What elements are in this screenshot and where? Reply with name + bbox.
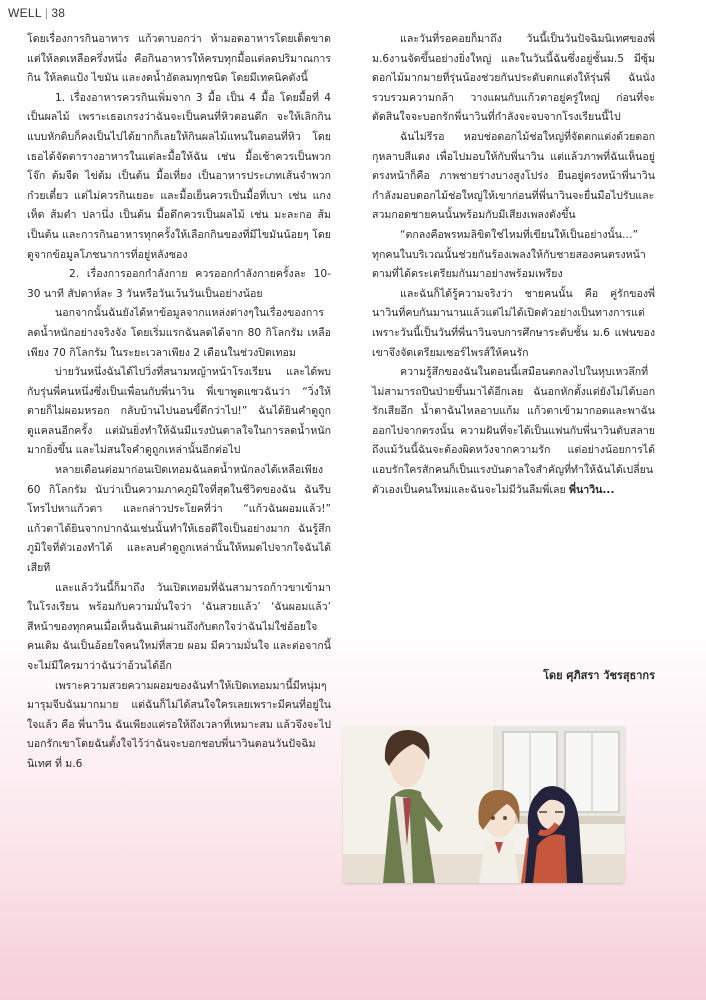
paragraph: บ่ายวันหนึ่งฉันได้ไปวิ่งที่สนามหญ้าหน้าโรงเรียน และได้พบกับรุ่นพี่คนหนึ่งซึ่งเป็นเพื่อนกับพี่นาวิน พี่เขาพูดแซวฉันว่า “วิ่งให้ตายก็ไม่ผอมหรอก กลับบ้านไปนอนขี้ดีกว่าไป!” ฉันได้ยินคำดูถูกดูแคลนอีกครั้ง แต่มันยิ่งทำให้ฉันมีแรงบันดาลใจในการลดน้ำหนักมากยิ่งขึ้น และไม่สนใจคำดูถูกเหล่านั้นอีกต่อไป xyxy=(27,366,331,457)
closing-name: พี่นาวิน... xyxy=(569,483,615,496)
paragraph-text: ความรู้สึกของฉันในตอนนี้เสมือนตกลงไปในหุบเหวลึกที่ไม่สามารถปีนป่ายขึ้นมาได้อีกเลย ฉันอกหักตั้งแต่ยังไม่ได้บอกรักเสียอีก น้ำตาฉันไหลอาบแก้ม แก้วตาเข้ามากอดและพาฉันออกไปจากตรงนั้น ความฝันที่จะได้เป็นแฟนกับพี่นาวินดับสลาย ถึงแม้วันนี้ฉันจะต้องผิดหวังจากความรัก แต่อย่างน้อยการได้แอบรักใครสักคนก็เป็นแรงบันดาลใจสำคัญที่ทำให้ฉันได้เปลี่ยนตัวเองเป็นคนใหม่และฉันจะไม่มีวันลืมพี่เลย xyxy=(372,366,655,496)
page-header xyxy=(8,6,65,20)
magazine-name: WELL xyxy=(8,6,42,20)
paragraph: โดยเรื่องการกินอาหาร แก้วตาบอกว่า ห้ามอดอาหารโดยเด็ดขาด แต่ให้ลดเหลือครึ่งหนึ่ง คือกินอาหารให้ครบทุกมื้อแต่ลดปริมาณการกิน ให้ลดแป้ง ไขมัน และงดน้ำอัดลมทุกชนิด โดยมีเทคนิคดังนี้ xyxy=(27,33,331,85)
right-column xyxy=(372,30,655,500)
paragraph: 1. เรื่องอาหารควรกินเพิ่มจาก 3 มื้อ เป็น 4 มื้อ โดยมื้อที่ 4 เป็นผลไม้ เพราะเธอเกรงว่าฉันจะเป็นคนที่หิวตอนดึก จะให้เลิกกินแบบหักดิบก็คงเป็นไปได้ยากก็เลยให้กินผลไม้แทนในตอนที่หิว โดยเธอได้จัดตารางอาหารในแต่ละมื้อให้ฉัน เช่น มื้อเช้าควรเป็นพวกโจ๊ก ต้มจืด ไข่ต้ม เป็นต้น มื้อเที่ยง เป็นอาหารประเภทเส้นจำพวกก๋วยเตี๋ยว แต่ไม่ควรกินเยอะ และมื้อเย็นควรเป็นมื้อที่เบา เช่น แกงเห็ด ส้มตำ ปลานึ่ง เป็นต้น มื้อดึกควรเป็นผลไม้ เช่น มะละกอ ส้ม เป็นต้น และการกินอาหารทุกครั้งให้เลือกกินของที่มีไขมันน้อยๆ โดยดูจากข้อมูลโภชนาการที่อยู่หลังซอง xyxy=(27,91,331,261)
paragraph: เพราะความสวยความผอมของฉันทำให้เปิดเทอมมานี้มีหนุ่มๆมารุมจีบฉันมากมาย แต่ฉันก็ไม่ได้สนใจใครเลยเพราะมีคนที่อยู่ในใจแล้ว คือ พี่นาวิน ฉันเพียงแค่รอให้ถึงเวลาที่เหมาะสม แล้วจึงจะไปบอกรักเขาโดยฉันตั้งใจไว้ว่าฉันจะบอกชอบพี่นาวินตอนวันปัจฉิมนิเทศ ที่ ม.6 xyxy=(27,679,331,770)
paragraph: ฉันไม่รีรอ หอบช่อดอกไม้ช่อใหญ่ที่จัดตกแต่งด้วยดอกกุหลาบสีแดง เพื่อไปมอบให้กับพี่นาวิน แต่แล้วภาพที่ฉันเห็นอยู่ตรงหน้าก็คือ ภาพชายร่างบางสูงโปร่ง ยืนอยู่ตรงหน้าพี่นาวินกำลังมอบดอกไม้ช่อใหญ่ให้เขาก่อนที่พี่นาวินจะยื่นมือไปรับและสวมกอดชายคนนั้นพร้อมกับมีเสียงเพลงดังขึ้น xyxy=(372,130,655,222)
paragraph: และวันที่รอคอยก็มาถึง วันนี้เป็นวันปัจฉิมนิเทศของพี่ม.6งานจัดขึ้นอย่างยิ่งใหญ่ และในวันนี้ฉันซึ่งอยู่ชั้นม.5 มีซุ้มดอกไม้มากมายที่รุ่นน้องช่วยกันประดับตกแต่งให้รุ่นพี่ ฉันนั่งรวบรวมความกล้า วางแผนกับแก้วตาอยู่ครู่ใหญ่ ก่อนที่จะ ตัดสินใจจะบอกรักพี่นาวินที่กำลังจะจบจากโรงเรียนนี้ไป xyxy=(372,33,655,124)
left-column xyxy=(27,30,331,775)
illustration-svg xyxy=(343,726,625,883)
header-separator: | xyxy=(44,6,49,20)
page-number: 38 xyxy=(51,6,66,20)
paragraph: และแล้ววันนี้ก็มาถึง วันเปิดเทอมที่ฉันสามารถก้าวขาเข้ามาในโรงเรียน พร้อมกับความมั่นใจว่า ‘ฉันสวยแล้ว’ ‘ฉันผอมแล้ว’ สีหน้าของทุกคนเมื่อเห็นฉันเดินผ่านถึงกับตกใจว่าฉันไม่ใช่อ้อยใจคนเดิม ฉันเป็นอ้อยใจคนใหม่ที่สวย ผอม มีความมั่นใจ และต่อจากนี้จะไม่มีใครมาว่าฉันว่าอ้วนได้อีก xyxy=(27,581,331,672)
anime-classroom-illustration xyxy=(343,726,625,883)
paragraph: นอกจากนั้นฉันยังได้หาข้อมูลจากแหล่งต่างๆในเรื่องของการลดน้ำหนักอย่างจริงจัง โดยเริ่มแรกฉันลดได้จาก 80 กิโลกรัม เหลือเพียง 70 กิโลกรัม ในระยะเวลาเพียง 2 เดือนในช่วงปิดเทอม xyxy=(27,307,331,359)
paragraph xyxy=(372,363,655,500)
paragraph: และฉันก็ได้รู้ความจริงว่า ชายคนนั้น คือ คู่รักของพี่นาวินที่คบกันมานานแล้วแต่ไม่ได้เปิดตัวอย่างเป็นทางการแต่เพราะวันนี้เป็นวันที่พี่นาวินจบการศึกษาระดับชั้น ม.6 แฟนของเขาจึงจัดเตรียมเซอร์ไพรส์ให้คนรัก xyxy=(372,287,655,359)
paragraph: หลายเดือนต่อมาก่อนเปิดเทอมฉันลดน้ำหนักลงได้เหลือเพียง 60 กิโลกรัม นับว่าเป็นความภาคภูมิใจที่สุดในชีวิตของฉัน ฉันรีบโทรไปหาแก้วตา และกล่าวประโยคที่ว่า “แก้วฉันผอมแล้ว!” แก้วตาได้ยินจากปากฉันเช่นนั้นทำให้เธอดีใจเป็นอย่างมาก ฉันรู้สึกภูมิใจที่ตัวเองทำได้ และลบคำดูถูกเหล่านั้นให้หมดไปจากใจฉันได้เสียที xyxy=(27,464,331,575)
paragraph: 2. เรื่องการออกกำลังกาย ควรออกกำลังกายครั้งละ 10-30 นาที สัปดาห์ละ 3 วันหรือวันเว้นวันเป็นอย่างน้อย xyxy=(27,268,331,300)
author-byline: โดย ศุภิสรา วัชรสุธากร xyxy=(543,669,655,682)
paragraph: ทุกคนในบริเวณนั้นช่วยกันร้องเพลงให้กับชายสองคนตรงหน้า ตามที่ได้ตระเตรียมกันมาอย่างพร้อมเพรียง xyxy=(372,248,646,281)
song-quote: “ตกลงคือพรหมลิขิตใช่ไหมที่เขียนให้เป็นอย่างนั้น…” xyxy=(400,228,639,241)
